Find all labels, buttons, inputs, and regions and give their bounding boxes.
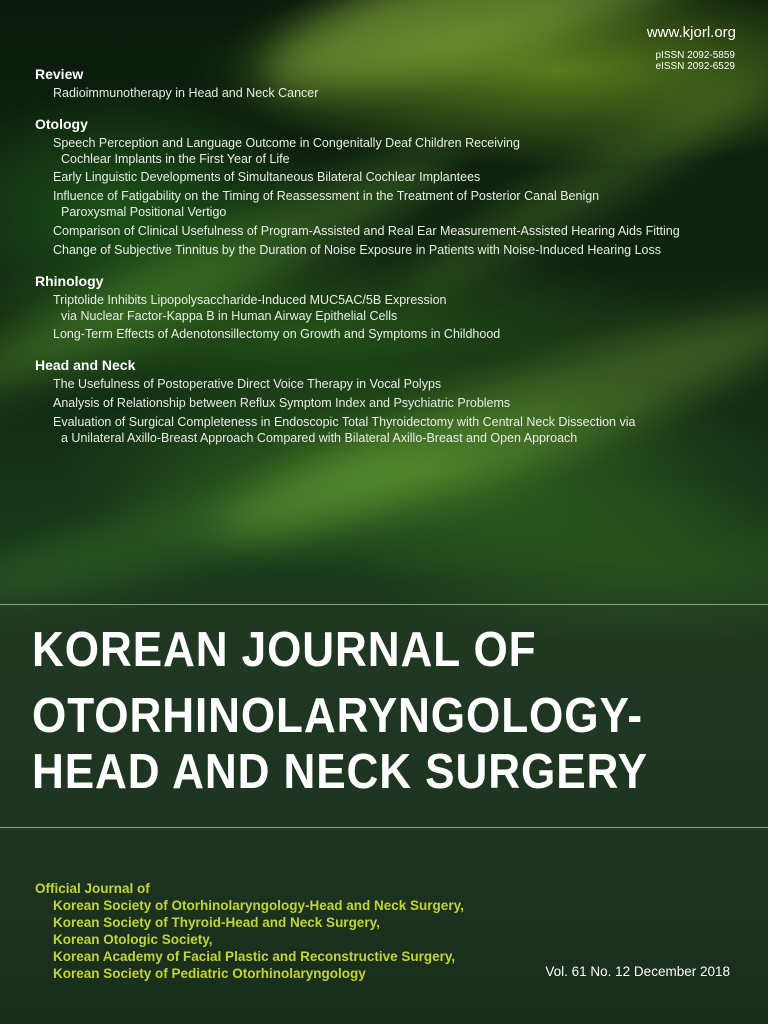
issue-info: Vol. 61 No. 12 December 2018 xyxy=(545,964,730,979)
article-item[interactable] xyxy=(53,223,733,239)
article-item[interactable] xyxy=(53,188,733,220)
section-heading-otology: Otology xyxy=(35,116,88,132)
journal-title-line-1: KOREAN JOURNAL OF xyxy=(32,623,537,677)
article-item[interactable] xyxy=(53,326,733,342)
article-title: Comparison of Clinical Usefulness of Program-Assisted and Real Ear Measurement-Assisted Hearing Aids Fitting xyxy=(53,224,680,238)
journal-title-line-2: OTORHINOLARYNGOLOGY- xyxy=(32,689,643,743)
article-item[interactable] xyxy=(53,376,733,392)
article-item[interactable] xyxy=(53,169,733,185)
article-title-continued: via Nuclear Factor-Kappa B in Human Airway Epithelial Cells xyxy=(61,309,398,323)
article-item[interactable] xyxy=(53,395,733,411)
article-item[interactable] xyxy=(53,242,733,258)
article-title: Change of Subjective Tinnitus by the Duration of Noise Exposure in Patients with Noise-Induced Hearing Loss xyxy=(53,243,661,257)
section-heading-review: Review xyxy=(35,66,84,82)
article-title: Evaluation of Surgical Completeness in Endoscopic Total Thyroidectomy with Central Neck Dissection via xyxy=(53,415,636,429)
society-name: Korean Society of Pediatric Otorhinolaryngology xyxy=(53,966,366,981)
article-title: Speech Perception and Language Outcome in Congenitally Deaf Children Receiving xyxy=(53,136,520,150)
article-item[interactable] xyxy=(53,85,733,101)
article-title: Analysis of Relationship between Reflux Symptom Index and Psychiatric Problems xyxy=(53,396,511,410)
print-issn: pISSN 2092-5859 xyxy=(655,50,735,61)
article-item[interactable] xyxy=(53,292,733,324)
article-title-continued: a Unilateral Axillo-Breast Approach Compared with Bilateral Axillo-Breast and Open Approach xyxy=(61,431,578,445)
electronic-issn: eISSN 2092-6529 xyxy=(655,61,735,72)
journal-title-line-3: HEAD AND NECK SURGERY xyxy=(32,745,648,799)
article-item[interactable] xyxy=(53,414,733,446)
article-title: Long-Term Effects of Adenotonsillectomy on Growth and Symptoms in Childhood xyxy=(53,327,501,341)
article-title: The Usefulness of Postoperative Direct Voice Therapy in Vocal Polyps xyxy=(53,377,442,391)
official-journal-label: Official Journal of xyxy=(35,881,150,896)
article-title: Radioimmunotherapy in Head and Neck Cancer xyxy=(53,86,319,100)
article-title: Triptolide Inhibits Lipopolysaccharide-Induced MUC5AC/5B Expression xyxy=(53,293,447,307)
background-streak xyxy=(0,441,420,618)
society-name: Korean Society of Otorhinolaryngology-Head and Neck Surgery, xyxy=(53,898,464,913)
section-heading-rhinology: Rhinology xyxy=(35,273,104,289)
article-title-continued: Paroxysmal Positional Vertigo xyxy=(61,205,227,219)
society-name: Korean Otologic Society, xyxy=(53,932,213,947)
divider-bottom xyxy=(0,827,768,828)
website-url[interactable]: www.kjorl.org xyxy=(646,24,736,41)
article-title: Influence of Fatigability on the Timing of Reassessment in the Treatment of Posterior Canal Benign xyxy=(53,189,600,203)
article-item[interactable] xyxy=(53,135,733,167)
society-name: Korean Academy of Facial Plastic and Reconstructive Surgery, xyxy=(53,949,456,964)
society-name: Korean Society of Thyroid-Head and Neck Surgery, xyxy=(53,915,380,930)
article-title-continued: Cochlear Implants in the First Year of Life xyxy=(61,152,290,166)
divider-top xyxy=(0,604,768,605)
article-title: Early Linguistic Developments of Simultaneous Bilateral Cochlear Implantees xyxy=(53,170,481,184)
section-heading-head-and-neck: Head and Neck xyxy=(35,357,136,373)
